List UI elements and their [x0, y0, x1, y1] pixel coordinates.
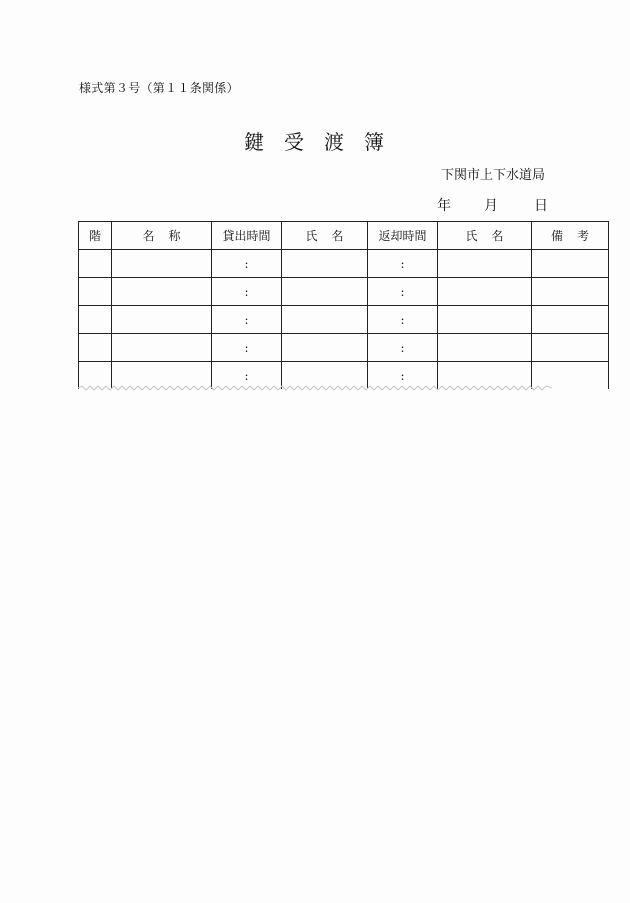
floor-cell[interactable]	[79, 278, 112, 306]
table-row	[79, 334, 609, 362]
floor-cell[interactable]	[79, 334, 112, 362]
note-cell[interactable]	[532, 250, 609, 278]
lender-cell[interactable]	[282, 250, 368, 278]
header-note: 備考	[532, 222, 609, 250]
lender-cell[interactable]	[282, 278, 368, 306]
header-lender-name: 氏名	[282, 222, 368, 250]
organization-name: 下関市上下水道局	[440, 168, 545, 183]
date-year-label: 年	[437, 198, 451, 214]
table-header-row	[79, 222, 609, 250]
note-cell[interactable]	[532, 306, 609, 334]
table-row	[79, 278, 609, 306]
note-cell[interactable]	[532, 278, 609, 306]
returner-cell[interactable]	[438, 306, 532, 334]
return-time-cell[interactable]: :	[368, 334, 438, 362]
lender-cell[interactable]	[282, 334, 368, 362]
lend-time-cell[interactable]: :	[212, 362, 282, 390]
return-time-cell[interactable]: :	[368, 250, 438, 278]
lend-time-cell[interactable]: :	[212, 306, 282, 334]
header-return-time: 返却時間	[368, 222, 438, 250]
return-time-cell[interactable]: :	[368, 306, 438, 334]
returner-cell[interactable]	[438, 334, 532, 362]
returner-cell[interactable]	[438, 250, 532, 278]
return-time-cell[interactable]: :	[368, 278, 438, 306]
date-day-label: 日	[534, 198, 548, 214]
key-log-table	[78, 221, 609, 389]
table-cut-edge	[78, 385, 552, 391]
returner-cell[interactable]	[438, 278, 532, 306]
name-cell[interactable]	[112, 306, 212, 334]
name-cell[interactable]	[112, 250, 212, 278]
return-time-cell[interactable]: :	[368, 362, 438, 390]
lender-cell[interactable]	[282, 306, 368, 334]
name-cell[interactable]	[112, 278, 212, 306]
lend-time-cell[interactable]: :	[212, 278, 282, 306]
form-number: 様式第３号（第１１条関係）	[79, 81, 239, 95]
document-title: 鍵受渡簿	[244, 130, 404, 154]
header-lend-time: 貸出時間	[212, 222, 282, 250]
floor-cell[interactable]	[79, 306, 112, 334]
lend-time-cell[interactable]: :	[212, 334, 282, 362]
header-returner-name: 氏名	[438, 222, 532, 250]
note-cell[interactable]	[532, 334, 609, 362]
date-month-label: 月	[484, 198, 498, 214]
name-cell[interactable]	[112, 334, 212, 362]
table-row	[79, 250, 609, 278]
lend-time-cell[interactable]: :	[212, 250, 282, 278]
zigzag-line	[78, 386, 552, 390]
table-row	[79, 306, 609, 334]
header-name: 名称	[112, 222, 212, 250]
floor-cell[interactable]	[79, 250, 112, 278]
header-floor: 階	[79, 222, 112, 250]
